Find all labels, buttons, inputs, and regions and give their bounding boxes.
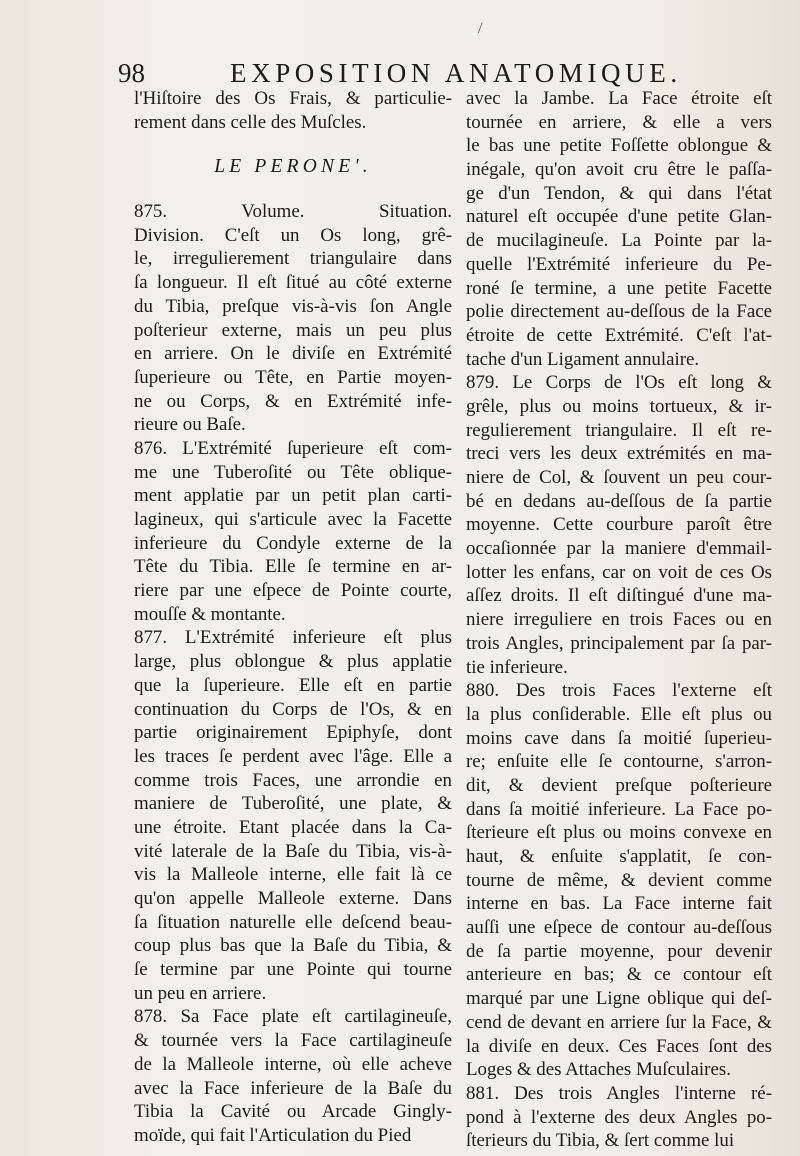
text-line: tourne de même, & devient comme	[466, 869, 772, 891]
text-line: 875. Volume. Situation.	[134, 201, 452, 223]
text-line: trois Angles, principalement par ſa par-	[466, 632, 772, 654]
text-line: niere irreguliere en trois Faces ou en	[466, 609, 772, 631]
text-line: poſterieur externe, mais un peu plus	[134, 319, 452, 341]
text-line: ſterieure eſt plus ou moins convexe en	[466, 822, 772, 844]
blank-line	[134, 179, 452, 200]
text-line: tache d'un Ligament annulaire.	[466, 348, 700, 370]
text-line: ſa longueur. Il eſt ſitué au côté externe	[134, 272, 452, 294]
text-line: qu'on appelle Malleole externe. Dans	[134, 888, 452, 909]
text-line: avec la Jambe. La Face étroite eſt	[466, 88, 772, 109]
text-line: quelle l'Extrémité inferieure du Pe-	[466, 253, 772, 275]
text-line: continuation du Corps de l'Os, & en	[134, 698, 452, 720]
text-line: cend de devant en arriere ſur la Face, &	[466, 1011, 772, 1033]
text-line: naturel eſt occupée d'une petite Glan-	[466, 206, 772, 228]
text-line: ſa ſituation naturelle elle deſcend beau-	[134, 911, 452, 933]
text-line: tournée en arriere, & elle a vers	[466, 111, 772, 133]
text-line: large, plus oblongue & plus applatie	[134, 651, 452, 673]
text-line: avec la Face inferieure de la Baſe du	[134, 1077, 452, 1099]
text-line: la plus conſiderable. Elle eſt plus ou	[466, 703, 772, 725]
text-line: de la Malleole interne, où elle acheve	[134, 1053, 452, 1075]
text-line: re; enſuite elle ſe contourne, s'arron-	[466, 751, 772, 773]
text-line: ſterieurs du Tibia, & ſert comme lui	[466, 1130, 735, 1152]
text-line: rieure ou Baſe.	[134, 414, 246, 436]
text-line: marqué par une Ligne oblique qui deſ-	[466, 988, 772, 1010]
text-line: Tibia la Cavité ou Arcade Gingly-	[134, 1101, 452, 1123]
text-line: étroite de cette Extrémité. C'eſt l'at-	[466, 324, 772, 346]
left-column	[134, 87, 452, 1148]
text-line: niere de Col, & ſouvent un peu cour-	[466, 467, 772, 488]
text-line: moyenne. Cette courbure paroît être	[466, 514, 772, 536]
text-line: grêle, plus ou moins tortueux, & ir-	[466, 395, 772, 417]
section-heading: LE PERONE'.	[214, 156, 372, 178]
right-column	[466, 87, 772, 1153]
text-line: 881. Des trois Angles l'interne ré-	[466, 1082, 772, 1104]
text-line: 876. L'Extrémité ſuperieure eſt com-	[134, 437, 452, 459]
text-line: Loges & des Attaches Muſculaires.	[466, 1059, 731, 1081]
text-line: que la ſuperieure. Elle eſt en partie	[134, 674, 452, 696]
text-line: moïde, qui fait l'Articulation du Pied	[134, 1124, 412, 1146]
text-line: dit, & devient preſque poſterieure	[466, 774, 772, 796]
text-line: les traces ſe perdent avec l'âge. Elle a	[134, 745, 452, 767]
text-line: dans ſa moitié inferieure. La Face po-	[466, 798, 772, 820]
page-header	[118, 58, 778, 90]
text-line: regulierement triangulaire. Il eſt re-	[466, 419, 772, 441]
text-line: un peu en arriere.	[134, 982, 267, 1004]
text-line: interne en bas. La Face interne fait	[466, 893, 772, 915]
text-line: le, irregulierement triangulaire dans	[134, 248, 452, 270]
text-line: ne ou Corps, & en Extrémité infe-	[134, 390, 452, 412]
page-number: 98	[118, 58, 145, 88]
stray-ink-mark: /	[478, 20, 483, 37]
text-line: le bas une petite Foſſette oblongue &	[466, 135, 772, 157]
text-line: en arriere. On le diviſe en Extrémité	[134, 343, 452, 365]
text-line: Division. C'eſt un Os long, grê-	[134, 224, 452, 246]
text-line: tie inferieure.	[466, 656, 568, 678]
text-line: de ſa partie moyenne, pour devenir	[466, 940, 772, 962]
text-line: moins cave dans ſa moitié ſuperieu-	[466, 727, 772, 749]
text-line: & tournée vers la Face cartilagineuſe	[134, 1030, 452, 1052]
text-line: pond à l'externe des deux Angles po-	[466, 1106, 772, 1128]
text-line: haut, & enſuite s'applatit, ſe con-	[466, 846, 772, 867]
text-line: me une Tuberoſité ou Tête oblique-	[134, 461, 452, 483]
text-line: anterieure en bas; & ce contour eſt	[466, 964, 772, 986]
text-line: roné ſe termine, a une petite Facette	[466, 277, 772, 299]
text-line: inferieure du Condyle externe de la	[134, 532, 452, 554]
text-line: la diviſe en deux. Ces Faces ſont des	[466, 1035, 772, 1057]
text-line: du Tibia, preſque vis-à-vis ſon Angle	[134, 295, 452, 317]
text-line: inégale, qu'on avoit cru être le paſſa-	[466, 159, 772, 181]
text-line: 880. Des trois Faces l'externe eſt	[466, 680, 772, 702]
text-line: aſſez droits. Il eſt diſtingué d'une ma-	[466, 585, 772, 607]
text-line: occaſionnée par la maniere d'emmail-	[466, 538, 772, 560]
text-line: 879. Le Corps de l'Os eſt long &	[466, 372, 772, 394]
text-line: riere par une eſpece de Pointe courte,	[134, 580, 452, 602]
text-line: Tête du Tibia. Elle ſe termine en ar-	[134, 556, 452, 578]
text-line: maniere de Tuberoſité, une plate, &	[134, 793, 452, 815]
text-line: ge d'un Tendon, & qui dans l'état	[466, 182, 772, 204]
text-line: 877. L'Extrémité inferieure eſt plus	[134, 627, 452, 649]
text-line: 878. Sa Face plate eſt cartilagineuſe,	[134, 1006, 452, 1028]
text-line: comme trois Faces, une arrondie en	[134, 769, 452, 791]
text-line: partie originairement Epiphyſe, dont	[134, 722, 452, 744]
text-line: une étroite. Etant placée dans la Ca-	[134, 816, 452, 838]
text-line: lotter les enfans, car on voit de ces Os	[466, 561, 772, 583]
text-line: bé en dedans au-deſſous de ſa partie	[466, 490, 772, 512]
blank-line	[134, 134, 452, 155]
text-line: vis la Malleole interne, elle fait là ce	[134, 864, 452, 886]
text-line: ſuperieure ou Tête, en Partie moyen-	[134, 366, 452, 388]
text-line: l'Hiſtoire des Os Frais, & particulie-	[134, 88, 452, 109]
text-line: de mucilagineuſe. La Pointe par la-	[466, 230, 772, 252]
text-line: mouſſe & montante.	[134, 603, 286, 625]
text-line: ſe termine par une Pointe qui tourne	[134, 959, 452, 981]
text-line: treci vers les deux extrémités en ma-	[466, 443, 772, 465]
text-line: vité laterale de la Baſe du Tibia, vis-à-	[134, 840, 452, 862]
text-line: auſſi une eſpece de contour au-deſſous	[466, 917, 772, 939]
running-title: EXPOSITION ANATOMIQUE.	[230, 58, 682, 88]
text-line: polie directement au-deſſous de la Face	[466, 301, 772, 323]
text-line: lagineux, qui s'articule avec la Facette	[134, 509, 452, 530]
text-line: ment applatie par un petit plan carti-	[134, 485, 452, 507]
text-line: coup plus bas que la Baſe du Tibia, &	[134, 935, 452, 957]
text-line: rement dans celle des Muſcles.	[134, 111, 367, 133]
